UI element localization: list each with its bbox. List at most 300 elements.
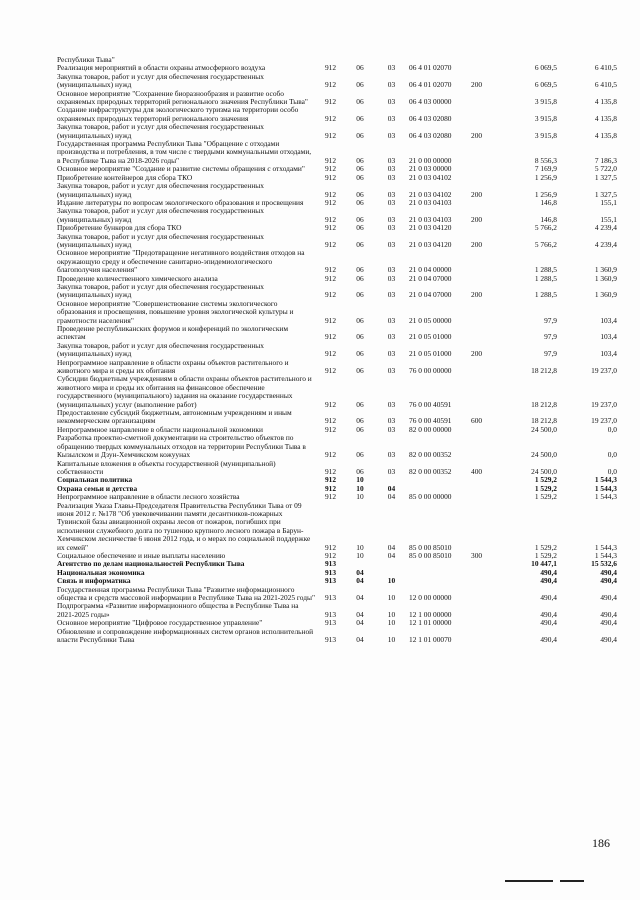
row-subsection-code: 03 — [387, 164, 396, 174]
row-amount-year2: 155,1 — [600, 214, 617, 224]
row-amount-year2: 1 360,9 — [594, 290, 617, 300]
row-name: Государственная программа Республики Тыва "Обращение с отходами производства и потребления, в том числе с твердыми коммунальными отходами, в Республике Тыва на 2018-2026 годы" — [57, 139, 312, 165]
row-name: Приобретение контейнеров для сбора ТКО — [57, 172, 193, 182]
row-amount-year2: 1 544,3 — [594, 483, 617, 493]
row-section-code: 06 — [356, 113, 364, 123]
table-row — [57, 502, 617, 552]
row-expense-type: 400 — [471, 466, 483, 476]
row-section-code: 04 — [356, 618, 364, 628]
row-target-code: 12 0 00 00000 — [409, 593, 452, 602]
row-name: Закупка товаров, работ и услуг для обеспечения государственных (муниципальных) нужд — [57, 281, 264, 300]
row-subsection-code: 03 — [387, 214, 396, 224]
row-expense-type — [471, 359, 497, 376]
row-subsection-code: 04 — [387, 550, 396, 560]
row-amount-year1: 5 766,2 — [534, 223, 557, 233]
row-section-code: 04 — [356, 567, 364, 577]
row-ved-code: 912 — [324, 483, 337, 493]
row-amount-year2: 4 239,4 — [594, 223, 617, 233]
row-amount-year1: 3 915,8 — [534, 130, 557, 140]
row-subsection-code: 03 — [387, 80, 396, 90]
row-ved-code: 912 — [324, 214, 337, 224]
row-amount-year1: 490,4 — [540, 635, 557, 645]
row-name: Непрограммное направление в области лесного хозяйства — [57, 492, 240, 502]
row-amount-year2: 4 135,8 — [594, 97, 617, 107]
scan-artifact-line — [560, 880, 584, 882]
row-amount-year2: 5 722,0 — [594, 164, 617, 174]
row-amount-year1: 1 288,5 — [534, 290, 557, 300]
row-name: Республики Тыва" — [57, 55, 115, 64]
row-subsection-code: 10 — [387, 635, 396, 645]
row-amount-year2: 4 135,8 — [594, 130, 617, 140]
row-subsection-code: 03 — [387, 239, 396, 249]
row-subsection-code: 03 — [387, 424, 396, 434]
row-amount-year1: 3 915,8 — [534, 113, 557, 123]
row-ved-code: 912 — [324, 424, 337, 434]
table-row — [57, 106, 617, 123]
table-row — [57, 207, 617, 224]
row-target-code: 21 0 03 04102 — [409, 189, 452, 199]
row-section-code: 06 — [356, 315, 364, 325]
row-section-code: 06 — [356, 97, 364, 107]
row-expense-type: 200 — [471, 80, 483, 90]
row-amount-year1: 18 212,8 — [531, 399, 557, 409]
row-amount-year1: 490,4 — [540, 618, 557, 628]
row-target-code: 21 0 03 04120 — [409, 239, 452, 249]
row-name: Субсидии бюджетным учреждениям в области охраны объектов растительного и животного мира и среды их обитания на финансовое обеспечение государственного (муниципального) задания на оказание государственных (муниципальных) услуг (выполнение работ) — [57, 374, 312, 409]
row-amount-year2: 4 135,8 — [594, 113, 617, 123]
row-section-code: 10 — [356, 475, 364, 485]
row-target-code: 82 0 00 00352 — [409, 450, 452, 460]
row-target-code: 85 0 00 00000 — [409, 492, 452, 502]
row-amount-year1: 1 256,9 — [534, 172, 557, 182]
row-section-code: 06 — [356, 155, 364, 165]
row-expense-type — [471, 434, 497, 459]
table-row — [57, 628, 617, 645]
row-amount-year2: 0,0 — [607, 466, 617, 476]
row-amount-year1: 490,4 — [540, 567, 557, 577]
row-amount-year1: 490,4 — [540, 609, 557, 619]
scan-artifact-line — [505, 880, 553, 882]
row-ved-code: 912 — [324, 349, 337, 359]
row-ved-code: 912 — [324, 542, 337, 552]
row-name: Социальная политика — [57, 475, 133, 485]
row-subsection-code: 04 — [387, 492, 396, 502]
row-amount-year1: 1 288,5 — [534, 265, 557, 275]
row-amount-year2: 1 360,9 — [594, 265, 617, 275]
row-section-code: 06 — [356, 239, 364, 249]
row-expense-type — [471, 560, 497, 568]
row-amount-year2: 490,4 — [600, 609, 617, 619]
row-target-code: 82 0 00 00000 — [409, 424, 452, 434]
row-ved-code: 913 — [324, 618, 337, 628]
row-section-code: 10 — [356, 550, 364, 560]
row-name: Обновление и сопровождение информационных систем органов исполнительной власти Республики Тыва — [57, 626, 314, 645]
row-target-code: 85 0 00 85010 — [409, 542, 452, 552]
row-name: Основное мероприятие "Сохранение биоразнообразия и развитие особо охраняемых природных территорий регионального значения Республики Тыва" — [57, 88, 308, 107]
table-row — [57, 476, 617, 484]
row-amount-year1: 24 500,0 — [531, 466, 557, 476]
row-ved-code: 912 — [324, 475, 337, 485]
row-expense-type — [471, 325, 497, 342]
row-ved-code: 913 — [324, 559, 337, 569]
table-row — [57, 434, 617, 459]
row-name: Национальная экономика — [57, 567, 145, 577]
row-subsection-code: 03 — [387, 349, 396, 359]
row-amount-year2: 1 544,3 — [594, 542, 617, 552]
row-ved-code: 912 — [324, 197, 337, 207]
row-name: Капитальные вложения в объекты государственной (муниципальной) собственности — [57, 458, 276, 476]
row-target-code: 76 0 00 00000 — [409, 366, 452, 376]
row-section-code: 06 — [356, 172, 364, 182]
row-expense-type — [471, 106, 497, 123]
row-amount-year1: 18 212,8 — [531, 416, 557, 426]
row-subsection-code: 03 — [387, 97, 396, 107]
row-section-code: 06 — [356, 130, 364, 140]
row-ved-code: 913 — [324, 593, 337, 602]
row-name: Закупка товаров, работ и услуг для обеспечения государственных (муниципальных) нужд — [57, 206, 264, 224]
row-section-code: 04 — [356, 635, 364, 645]
table-row — [57, 342, 617, 359]
row-amount-year1: 3 915,8 — [534, 97, 557, 107]
row-amount-year2: 19 237,0 — [591, 416, 617, 426]
row-amount-year1: 1 256,9 — [534, 189, 557, 199]
row-amount-year2: 103,4 — [600, 349, 617, 359]
table-row — [57, 123, 617, 140]
row-amount-year1: 1 529,2 — [534, 492, 557, 502]
row-ved-code: 913 — [324, 635, 337, 645]
table-row — [57, 409, 617, 426]
row-expense-type: 600 — [471, 416, 483, 426]
row-section-code: 06 — [356, 466, 364, 476]
row-ved-code: 913 — [324, 609, 337, 619]
table-row — [57, 569, 617, 577]
table-row — [57, 325, 617, 342]
row-expense-type — [471, 249, 497, 274]
row-name: Проведение количественного химического анализа — [57, 273, 218, 283]
row-section-code: 06 — [356, 265, 364, 275]
row-target-code — [409, 476, 471, 484]
row-expense-type: 300 — [471, 550, 483, 560]
table-row — [57, 375, 617, 409]
row-subsection-code: 03 — [387, 189, 396, 199]
row-subsection-code: 10 — [387, 618, 396, 628]
row-ved-code: 912 — [324, 63, 337, 73]
row-name: Охрана семьи и детства — [57, 483, 138, 493]
row-amount-year2: 103,4 — [600, 315, 617, 325]
row-amount-year2: 490,4 — [600, 576, 617, 586]
row-ved-code: 913 — [324, 567, 337, 577]
row-expense-type — [471, 493, 497, 501]
row-ved-code: 912 — [324, 450, 337, 460]
budget-rows — [57, 56, 617, 644]
row-amount-year1: 8 556,3 — [534, 155, 557, 165]
row-ved-code: 912 — [324, 155, 337, 165]
row-amount-year1: 6 069,5 — [534, 63, 557, 73]
row-section-code: 04 — [356, 576, 364, 586]
row-expense-type — [471, 586, 497, 603]
row-amount-year2: 490,4 — [600, 618, 617, 628]
row-name: Агентство по делам национальностей Республики Тыва — [57, 559, 245, 569]
row-ved-code: 912 — [324, 550, 337, 560]
row-expense-type — [471, 577, 497, 585]
row-name: Непрограммное направление в области охраны объектов растительного и животного мира и среды их обитания — [57, 357, 289, 376]
row-subsection-code: 03 — [387, 113, 396, 123]
row-expense-type — [471, 569, 497, 577]
row-amount-year1: 146,8 — [540, 197, 557, 207]
row-amount-year1: 6 069,5 — [534, 80, 557, 90]
row-subsection-code: 03 — [387, 130, 396, 140]
row-amount-year2: 6 410,5 — [594, 63, 617, 73]
row-amount-year1: 1 529,2 — [534, 483, 557, 493]
row-subsection-code: 03 — [387, 290, 396, 300]
row-subsection-code: 03 — [387, 466, 396, 476]
row-amount-year1: 24 500,0 — [531, 450, 557, 460]
row-section-code: 06 — [356, 164, 364, 174]
row-target-code: 06 4 01 02070 — [409, 63, 452, 73]
row-amount-year2: 155,1 — [600, 197, 617, 207]
row-ved-code: 912 — [324, 492, 337, 502]
row-name: Предоставление субсидий бюджетным, автономным учреждениям и иным некоммерческим организациям — [57, 408, 292, 426]
row-subsection-code: 04 — [387, 483, 396, 493]
row-section-code: 06 — [356, 399, 364, 409]
row-amount-year1: 1 529,2 — [534, 550, 557, 560]
row-name: Основное мероприятие "Совершенствование системы экологического образования и просвещения, повышение уровня экологической культуры и грамотности населения" — [57, 298, 294, 325]
table-row — [57, 73, 617, 90]
row-expense-type — [471, 275, 497, 283]
row-target-code: 21 0 03 04103 — [409, 197, 452, 207]
row-ved-code: 912 — [324, 130, 337, 140]
row-expense-type: 200 — [471, 189, 483, 199]
row-section-code: 06 — [356, 416, 364, 426]
row-name: Связь и информатика — [57, 576, 131, 586]
budget-table — [57, 56, 617, 644]
row-target-code: 21 0 04 07000 — [409, 273, 452, 283]
row-amount-year1: 1 529,2 — [534, 475, 557, 485]
row-name: Основное мероприятие "Цифровое государственное управление" — [57, 618, 263, 628]
row-target-code: 06 4 03 02080 — [409, 113, 452, 123]
row-name: Государственная программа Республики Тыва "Развитие информационного общества и средств массовой информации в Республике Тыва на 2021-2025 годы" — [57, 584, 315, 602]
row-subsection-code: 03 — [387, 416, 396, 426]
row-ved-code: 912 — [324, 332, 337, 342]
row-ved-code: 912 — [324, 290, 337, 300]
row-ved-code: 912 — [324, 366, 337, 376]
row-ved-code: 912 — [324, 223, 337, 233]
table-row — [57, 359, 617, 376]
row-section-code: 06 — [356, 424, 364, 434]
row-subsection-code: 03 — [387, 399, 396, 409]
row-section-code: 06 — [356, 63, 364, 73]
row-ved-code: 912 — [324, 315, 337, 325]
row-section-code: 04 — [356, 593, 364, 602]
row-target-code: 85 0 00 85010 — [409, 550, 452, 560]
row-ved-code: 912 — [324, 189, 337, 199]
row-name: Социальное обеспечение и иные выплаты населению — [57, 550, 226, 560]
row-expense-type — [471, 619, 497, 627]
row-section-code: 06 — [356, 80, 364, 90]
row-name: Закупка товаров, работ и услуг для обеспечения государственных (муниципальных) нужд — [57, 71, 264, 90]
row-name: Закупка товаров, работ и услуг для обеспечения государственных (муниципальных) нужд — [57, 231, 264, 249]
row-name: Приобретение бункеров для сбора ТКО — [57, 223, 182, 233]
row-target-code — [409, 577, 471, 585]
row-amount-year2: 6 410,5 — [594, 80, 617, 90]
row-amount-year2: 1 360,9 — [594, 273, 617, 283]
row-target-code: 21 0 05 00000 — [409, 315, 452, 325]
row-target-code: 21 0 03 04102 — [409, 172, 452, 182]
row-ved-code: 912 — [324, 164, 337, 174]
row-amount-year1: 1 288,5 — [534, 273, 557, 283]
row-expense-type — [471, 426, 497, 434]
row-amount-year2: 490,4 — [600, 567, 617, 577]
table-row — [57, 586, 617, 603]
row-subsection-code: 03 — [387, 172, 396, 182]
row-expense-type — [471, 140, 497, 165]
table-row — [57, 182, 617, 199]
table-row — [57, 140, 617, 165]
row-expense-type — [471, 224, 497, 232]
row-subsection-code: 03 — [387, 332, 396, 342]
row-ved-code: 912 — [324, 172, 337, 182]
row-expense-type — [471, 90, 497, 107]
row-section-code: 06 — [356, 290, 364, 300]
row-amount-year2: 490,4 — [600, 593, 617, 602]
row-name: Реализация Указа Главы-Председателя Правительства Республики Тыва от 09 июня 2012 г. №178 "Об увековечивании памяти десантников-пожарных Тувинской базы авиационной охраны лесов от пожаров, погибших при исполнении служебного долга по тушению крупного лесного пожара в Барун-Хемчикском лесничестве 6 июня 2012 года, и о мерах по социальной поддержке их семей" — [57, 500, 311, 552]
row-target-code: 21 0 05 01000 — [409, 332, 452, 342]
row-section-code: 06 — [356, 189, 364, 199]
row-expense-type — [471, 165, 497, 173]
row-target-code: 21 0 05 01000 — [409, 349, 452, 359]
row-target-code: 06 4 03 02080 — [409, 130, 452, 140]
row-amount-year2: 0,0 — [607, 450, 617, 460]
row-amount-year1: 97,9 — [544, 332, 557, 342]
row-section-code: 06 — [356, 273, 364, 283]
table-row — [57, 460, 617, 477]
row-amount-year1: 5 766,2 — [534, 239, 557, 249]
row-amount-year2: 1 544,3 — [594, 492, 617, 502]
row-name: Закупка товаров, работ и услуг для обеспечения государственных (муниципальных) нужд — [57, 181, 264, 199]
row-section-code: 10 — [356, 483, 364, 493]
row-section-code: 06 — [356, 197, 364, 207]
row-target-code: 21 0 00 00000 — [409, 155, 452, 165]
row-expense-type — [471, 485, 497, 493]
row-target-code: 82 0 00 00352 — [409, 466, 452, 476]
row-target-code: 06 4 01 02070 — [409, 80, 452, 90]
row-target-code: 21 0 03 04103 — [409, 214, 452, 224]
row-amount-year1: 146,8 — [540, 214, 557, 224]
table-row — [57, 300, 617, 325]
row-expense-type: 200 — [471, 130, 483, 140]
table-row — [57, 233, 617, 250]
row-expense-type — [471, 375, 497, 409]
row-expense-type: 200 — [471, 239, 483, 249]
row-target-code: 06 4 03 00000 — [409, 97, 452, 107]
row-subsection-code: 04 — [387, 542, 396, 552]
table-row — [57, 602, 617, 619]
row-target-code: 12 1 00 00000 — [409, 609, 452, 619]
row-target-code: 76 0 00 40591 — [409, 399, 452, 409]
row-amount-year2: 490,4 — [600, 635, 617, 645]
row-target-code: 21 0 03 04120 — [409, 223, 452, 233]
row-amount-year1: 1 529,2 — [534, 542, 557, 552]
row-name: Реализация мероприятий в области охраны атмосферного воздуха — [57, 63, 266, 73]
row-amount-year1: 490,4 — [540, 593, 557, 602]
row-name: Создание инфраструктуры для экологического туризма на территории особо охраняемых природных территорий регионального значения — [57, 105, 299, 123]
row-ved-code: 912 — [324, 399, 337, 409]
row-target-code — [409, 560, 471, 568]
row-name: Основное мероприятие "Создание и развитие системы обращения с отходами" — [57, 164, 305, 174]
table-row — [57, 283, 617, 300]
row-ved-code: 912 — [324, 273, 337, 283]
row-section-code: 10 — [356, 492, 364, 502]
row-amount-year1: 7 169,9 — [534, 164, 557, 174]
row-subsection-code: 10 — [387, 609, 396, 619]
row-ved-code: 912 — [324, 466, 337, 476]
row-subsection-code: 10 — [387, 593, 396, 602]
row-amount-year2: 19 237,0 — [591, 399, 617, 409]
row-section-code: 06 — [356, 366, 364, 376]
row-expense-type — [471, 56, 497, 64]
row-expense-type — [471, 476, 497, 484]
row-expense-type — [471, 602, 497, 619]
row-subsection-code: 03 — [387, 450, 396, 460]
row-subsection-code — [374, 560, 409, 568]
row-ved-code: 913 — [324, 576, 337, 586]
row-subsection-code: 03 — [387, 265, 396, 275]
row-amount-year2: 4 239,4 — [594, 239, 617, 249]
row-name: Проведение республиканских форумов и конференций по экологическим аспектам — [57, 324, 289, 342]
row-section-code: 06 — [356, 223, 364, 233]
row-expense-type — [471, 199, 497, 207]
row-section-code: 06 — [356, 214, 364, 224]
row-section-code: 10 — [356, 542, 364, 552]
row-amount-year2: 1 327,5 — [594, 189, 617, 199]
row-name: Подпрограмма «Развитие информационного общества в Республике Тыва на 2021-2025 годы» — [57, 601, 299, 619]
page-number: 186 — [592, 836, 610, 850]
row-subsection-code: 03 — [387, 366, 396, 376]
row-expense-type: 200 — [471, 290, 483, 300]
row-target-code: 76 0 00 40591 — [409, 416, 452, 426]
row-ved-code: 912 — [324, 265, 337, 275]
row-section-code: 06 — [356, 450, 364, 460]
row-expense-type — [471, 64, 497, 72]
row-name: Закупка товаров, работ и услуг для обеспечения государственных (муниципальных) нужд — [57, 340, 264, 359]
row-ved-code: 912 — [324, 113, 337, 123]
row-subsection-code: 03 — [387, 155, 396, 165]
row-amount-year1: 97,9 — [544, 315, 557, 325]
row-name: Закупка товаров, работ и услуг для обеспечения государственных (муниципальных) нужд — [57, 122, 264, 140]
table-row — [57, 90, 617, 107]
row-expense-type — [471, 174, 497, 182]
row-section-code: 06 — [356, 349, 364, 359]
row-subsection-code: 03 — [387, 197, 396, 207]
row-target-code: 21 0 03 00000 — [409, 164, 452, 174]
row-ved-code: 912 — [324, 97, 337, 107]
row-expense-type — [471, 300, 497, 325]
row-expense-type — [471, 502, 497, 552]
row-subsection-code: 03 — [387, 63, 396, 73]
row-target-code: 12 1 01 00070 — [409, 635, 452, 645]
row-ved-code: 912 — [324, 80, 337, 90]
row-amount-year2: 1 544,3 — [594, 475, 617, 485]
row-amount-year2: 103,4 — [600, 332, 617, 342]
row-target-code — [409, 569, 471, 577]
row-subsection-code: 03 — [387, 223, 396, 233]
row-amount-year1: 24 500,0 — [531, 424, 557, 434]
row-amount-year2: 7 186,3 — [594, 155, 617, 165]
row-amount-year2: 1 544,3 — [594, 550, 617, 560]
row-amount-year2: 1 327,5 — [594, 172, 617, 182]
row-amount-year2: 0,0 — [607, 424, 617, 434]
row-subsection-code: 03 — [387, 315, 396, 325]
